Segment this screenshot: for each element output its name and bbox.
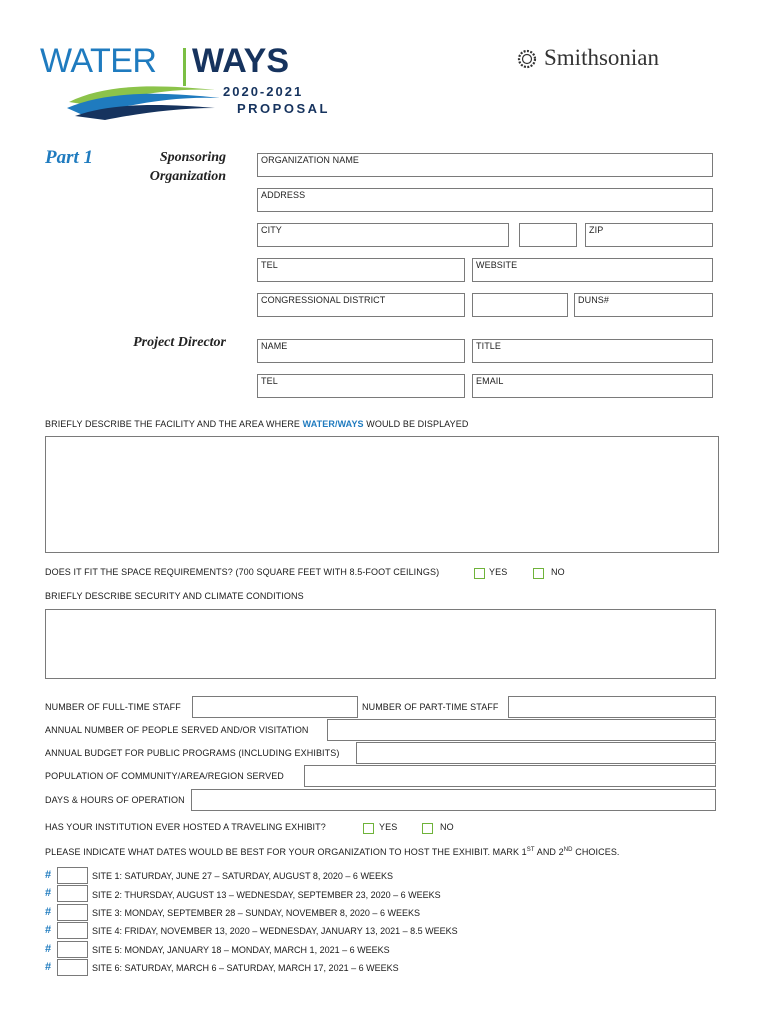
site-1-rank-field[interactable] (57, 867, 88, 884)
space-question: DOES IT FIT THE SPACE REQUIREMENTS? (700 SQUARE FEET WITH 8.5-FOOT CEILINGS) (45, 567, 440, 577)
hours-label: DAYS & HOURS OF OPERATION (45, 795, 185, 805)
district-number-field[interactable] (472, 293, 568, 317)
space-yes-label: YES (489, 567, 508, 577)
site-5-label: SITE 5: MONDAY, JANUARY 18 – MONDAY, MARCH 1, 2021 – 6 WEEKS (92, 945, 390, 955)
site-4-label: SITE 4: FRIDAY, NOVEMBER 13, 2020 – WEDNESDAY, JANUARY 13, 2021 – 8.5 WEEKS (92, 926, 458, 936)
city-field[interactable] (257, 223, 509, 247)
waterways-logo (40, 42, 340, 122)
director-email-label: EMAIL (476, 376, 504, 386)
site-1-label: SITE 1: SATURDAY, JUNE 27 – SATURDAY, AUGUST 8, 2020 – 6 WEEKS (92, 871, 393, 881)
parttime-staff-field[interactable] (508, 696, 716, 718)
dates-sup-second: ND (563, 847, 573, 853)
director-title-label: TITLE (476, 341, 502, 351)
sponsoring-heading-line2: Organization (149, 169, 226, 184)
director-tel-label: TEL (261, 376, 278, 386)
traveling-no-checkbox[interactable] (422, 823, 433, 834)
fulltime-staff-field[interactable] (192, 696, 358, 718)
part-label: Part 1 (45, 147, 94, 168)
org-tel-field[interactable] (257, 258, 465, 282)
sunburst-icon (516, 48, 538, 70)
state-field[interactable] (519, 223, 577, 247)
visitation-field[interactable] (327, 719, 716, 741)
fulltime-staff-label: NUMBER OF FULL-TIME STAFF (45, 702, 181, 712)
site-6-hash: # (45, 961, 52, 973)
dates-prompt (45, 847, 620, 857)
space-yes-checkbox[interactable] (474, 568, 485, 579)
director-name-field[interactable] (257, 339, 465, 363)
facility-prompt (45, 419, 468, 429)
site-4-hash: # (45, 924, 52, 936)
org-name-field[interactable] (257, 153, 713, 177)
budget-label: ANNUAL BUDGET FOR PUBLIC PROGRAMS (INCLUDING EXHIBITS) (45, 748, 340, 758)
traveling-no-label: NO (440, 822, 454, 832)
zip-field[interactable] (585, 223, 713, 247)
facility-prompt-tail: WOULD BE DISPLAYED (363, 419, 469, 429)
director-tel-field[interactable] (257, 374, 465, 398)
traveling-question: HAS YOUR INSTITUTION EVER HOSTED A TRAVELING EXHIBIT? (45, 822, 326, 832)
logo-years: 2020-2021 (223, 84, 304, 99)
website-label: WEBSITE (476, 260, 518, 270)
sponsoring-heading (110, 148, 226, 186)
project-director-heading: Project Director (133, 335, 226, 350)
space-no-checkbox[interactable] (533, 568, 544, 579)
site-3-label: SITE 3: MONDAY, SEPTEMBER 28 – SUNDAY, NOVEMBER 8, 2020 – 6 WEEKS (92, 908, 420, 918)
facility-prompt-accent: WATER/WAYS (302, 419, 364, 429)
site-6-rank-field[interactable] (57, 959, 88, 976)
sponsoring-heading-line1: Sponsoring (159, 150, 226, 165)
smithsonian-wordmark: Smithsonian (544, 45, 660, 70)
duns-label: DUNS# (578, 295, 610, 305)
congressional-district-label: CONGRESSIONAL DISTRICT (261, 295, 386, 305)
logo-ways-text: WAYS (192, 42, 290, 80)
traveling-yes-checkbox[interactable] (363, 823, 374, 834)
facility-description-textarea[interactable] (45, 436, 719, 553)
dates-prompt-c: CHOICES. (572, 847, 620, 857)
security-description-textarea[interactable] (45, 609, 716, 679)
site-5-rank-field[interactable] (57, 941, 88, 958)
city-label: CITY (261, 225, 282, 235)
population-label: POPULATION OF COMMUNITY/AREA/REGION SERVED (45, 771, 284, 781)
site-3-rank-field[interactable] (57, 904, 88, 921)
site-4-rank-field[interactable] (57, 922, 88, 939)
site-5-hash: # (45, 943, 52, 955)
site-2-rank-field[interactable] (57, 885, 88, 902)
duns-field[interactable] (574, 293, 713, 317)
address-field[interactable] (257, 188, 713, 212)
dates-prompt-b: AND 2 (534, 847, 564, 857)
congressional-district-field[interactable] (257, 293, 465, 317)
population-field[interactable] (304, 765, 716, 787)
site-2-label: SITE 2: THURSDAY, AUGUST 13 – WEDNESDAY, SEPTEMBER 23, 2020 – 6 WEEKS (92, 890, 441, 900)
director-title-field[interactable] (472, 339, 713, 363)
site-3-hash: # (45, 906, 52, 918)
zip-label: ZIP (589, 225, 604, 235)
visitation-label: ANNUAL NUMBER OF PEOPLE SERVED AND/OR VISITATION (45, 725, 309, 735)
parttime-staff-label: NUMBER OF PART-TIME STAFF (362, 702, 499, 712)
dates-sup-first: ST (526, 847, 535, 853)
org-tel-label: TEL (261, 260, 278, 270)
traveling-yes-label: YES (379, 822, 398, 832)
logo-water-text: WATER (40, 42, 157, 80)
dates-prompt-a: PLEASE INDICATE WHAT DATES WOULD BE BEST FOR YOUR ORGANIZATION TO HOST THE EXHIBIT. MARK 1 (45, 847, 527, 857)
security-prompt: BRIEFLY DESCRIBE SECURITY AND CLIMATE CONDITIONS (45, 591, 304, 601)
website-field[interactable] (472, 258, 713, 282)
space-no-label: NO (551, 567, 565, 577)
director-name-label: NAME (261, 341, 288, 351)
site-6-label: SITE 6: SATURDAY, MARCH 6 – SATURDAY, MARCH 17, 2021 – 6 WEEKS (92, 963, 399, 973)
wave-graphic (65, 80, 225, 122)
director-email-field[interactable] (472, 374, 713, 398)
site-1-hash: # (45, 869, 52, 881)
budget-field[interactable] (356, 742, 716, 764)
org-name-label: ORGANIZATION NAME (261, 155, 360, 165)
site-2-hash: # (45, 887, 52, 899)
facility-prompt-text: BRIEFLY DESCRIBE THE FACILITY AND THE AREA WHERE (45, 419, 303, 429)
hours-field[interactable] (191, 789, 716, 811)
logo-proposal: PROPOSAL (237, 101, 330, 116)
address-label: ADDRESS (261, 190, 306, 200)
